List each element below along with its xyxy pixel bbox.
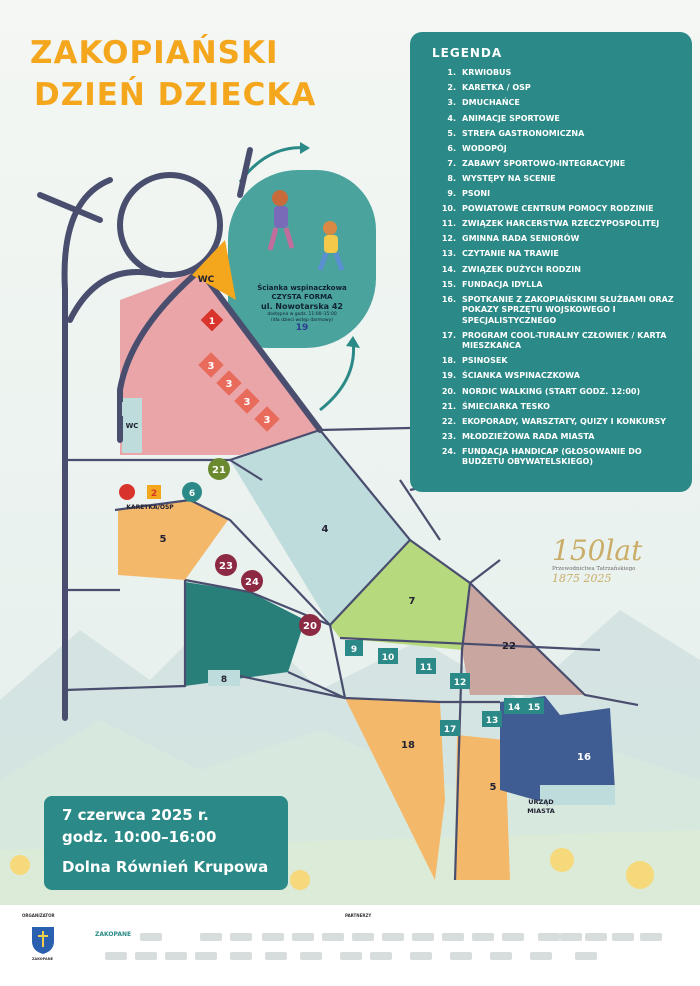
legend-item-number: 16. — [441, 294, 456, 304]
label-24: 24 — [245, 577, 259, 588]
partner-logo — [575, 952, 597, 960]
partner-logo — [230, 933, 252, 941]
partner-logo — [585, 933, 607, 941]
legend-item — [410, 262, 682, 277]
legend-item — [410, 277, 682, 292]
legend-item — [410, 354, 682, 369]
partner-logo — [265, 952, 287, 960]
legend-item — [410, 217, 682, 232]
label-5a: 5 — [159, 534, 167, 545]
legend-item-number: 12. — [441, 234, 456, 244]
legend-item-text: EKOPORADY, WARSZTATY, QUIZY I KONKURSY — [462, 416, 667, 426]
legend-item-text: KARETKA / OSP — [462, 83, 531, 93]
partner-logo — [140, 933, 162, 941]
label-3c: 3 — [243, 397, 251, 408]
legend-item — [410, 414, 682, 429]
legend-item-number: 8. — [447, 173, 456, 183]
title-line-2: DZIEŃ DZIECKA — [34, 77, 317, 113]
legend-item — [410, 430, 682, 445]
legend-item-text: PROGRAM COOL-TURALNY CZŁOWIEK / KARTA MIESZKAŃCA — [462, 330, 667, 351]
legend-item-number: 10. — [441, 204, 456, 214]
event-info-box — [44, 796, 288, 890]
label-21: 21 — [212, 465, 226, 476]
zone-18-area — [345, 698, 445, 880]
partner-logo — [292, 933, 314, 941]
partner-logo — [340, 952, 362, 960]
climbing-line-2: CZYSTA FORMA — [271, 293, 333, 301]
legend-item — [410, 445, 682, 471]
partner-logo — [538, 933, 560, 941]
label-16: 16 — [577, 752, 591, 763]
label-20: 20 — [303, 621, 317, 632]
legend-item-text: PSINOSEK — [462, 356, 508, 366]
legend-item — [410, 247, 682, 262]
legend-item-number: 23. — [441, 431, 456, 441]
event-date: 7 czerwca 2025 r. — [62, 806, 209, 824]
partner-logo — [442, 933, 464, 941]
label-9: 9 — [350, 645, 358, 655]
partner-logo — [200, 933, 222, 941]
label-10: 10 — [381, 653, 395, 663]
legend-item-text: ŚMIECIARKA TESKO — [462, 401, 550, 411]
wc-label-1: WC — [197, 275, 215, 285]
partner-logo — [135, 952, 157, 960]
legend-item-number: 24. — [441, 446, 456, 456]
anniversary-logo — [552, 536, 642, 585]
legend-item — [410, 172, 682, 187]
legend-item-text: WODOPÓJ — [462, 143, 507, 153]
anniversary-years: 1875 2025 — [552, 572, 612, 585]
label-17: 17 — [443, 725, 457, 735]
title-line-1: ZAKOPIAŃSKI — [30, 35, 279, 71]
partner-logo — [530, 952, 552, 960]
legend-item-number: 1. — [447, 68, 456, 78]
partner-logo — [472, 933, 494, 941]
climbing-line-5: (dla dzieci wstęp darmowy) — [271, 318, 333, 323]
label-18: 18 — [401, 740, 415, 751]
legend-list — [410, 66, 692, 470]
label-4: 4 — [321, 524, 329, 535]
legend-item-text: SPOTKANIE Z ZAKOPIAŃSKIMI SŁUŻBAMI ORAZ POKAZY SPRZĘTU WOJSKOWEGO I SPECJALISTYCZNEGO — [462, 294, 674, 325]
partner-logo — [502, 933, 524, 941]
partner-logo — [300, 952, 322, 960]
label-3d: 3 — [263, 415, 271, 426]
legend-item — [410, 232, 682, 247]
legend-item-number: 22. — [441, 416, 456, 426]
partners-label: PARTNERZY — [345, 913, 372, 918]
legend-item-text: ŚCIANKA WSPINACZKOWA — [462, 371, 580, 381]
anniversary-sub: Przewodnictwa Tatrzańskiego — [552, 566, 636, 572]
legend-item-text: CZYTANIE NA TRAWIE — [462, 249, 559, 259]
legend-item-number: 9. — [447, 189, 456, 199]
event-place: Dolna Równień Krupowa — [62, 858, 269, 876]
partner-logo — [490, 952, 512, 960]
climbing-line-1: Ścianka wspinaczkowa — [257, 284, 347, 292]
legend-item-text: PSONI — [462, 189, 491, 199]
legend-item-text: ANIMACJE SPORTOWE — [462, 113, 560, 123]
first-aid-icon — [119, 484, 135, 500]
wc-label-2: WC — [125, 422, 139, 430]
label-22: 22 — [502, 641, 516, 652]
legend-item — [410, 202, 682, 217]
event-hours: godz. 10:00–16:00 — [62, 828, 217, 846]
wc-marker — [122, 402, 142, 416]
label-8: 8 — [220, 675, 228, 685]
legend-item-number: 20. — [441, 386, 456, 396]
label-15: 15 — [527, 703, 541, 713]
label-1: 1 — [208, 317, 216, 327]
label-14: 14 — [507, 703, 521, 713]
climbing-line-3: ul. Nowotarska 42 — [261, 302, 343, 311]
partner-logo — [640, 933, 662, 941]
partner-logo — [612, 933, 634, 941]
zone-8-area — [185, 582, 305, 686]
partner-logo — [105, 952, 127, 960]
legend-item — [410, 81, 682, 96]
legend-item-number: 19. — [441, 371, 456, 381]
legend-item-number: 4. — [447, 113, 456, 123]
label-12: 12 — [453, 678, 467, 688]
legend-item-text: GMINNA RADA SENIORÓW — [462, 234, 580, 244]
legend-item-text: KRWIOBUS — [462, 68, 512, 78]
legend-item-text: STREFA GASTRONOMICZNA — [462, 128, 585, 138]
city-label: ZAKOPANE — [32, 957, 54, 961]
partner-logo — [560, 933, 582, 941]
legend-item — [410, 187, 682, 202]
label-urzad-1: URZĄD — [528, 798, 554, 806]
legend-item-number: 21. — [441, 401, 456, 411]
legend-item — [410, 126, 682, 141]
legend-item-text: FUNDACJA HANDICAP (GŁOSOWANIE DO BUDŻETU OBYWATELSKIEGO) — [462, 446, 642, 467]
legend-item-number: 17. — [441, 330, 456, 340]
partner-logo — [262, 933, 284, 941]
legend-item-text: WYSTĘPY NA SCENIE — [462, 173, 556, 183]
sponsor-footer — [0, 905, 700, 986]
label-13: 13 — [485, 716, 499, 726]
label-urzad-2: MIASTA — [527, 807, 555, 815]
legend-item — [410, 369, 682, 384]
zakopane-coat-of-arms-icon — [30, 925, 56, 955]
climbing-line-4: dostępna w godz. 11:00–15:00 — [267, 312, 337, 317]
legend-item — [410, 292, 682, 328]
partner-logo — [382, 933, 404, 941]
legend-item-text: MŁODZIEŻOWA RADA MIASTA — [462, 431, 595, 441]
legend-item — [410, 111, 682, 126]
legend-item — [410, 66, 682, 81]
legend-heading: LEGENDA — [432, 46, 503, 60]
label-2: 2 — [150, 489, 158, 499]
legend-item — [410, 384, 682, 399]
label-3b: 3 — [225, 379, 233, 390]
label-3a: 3 — [207, 361, 215, 372]
legend-item-text: ZABAWY SPORTOWO-INTEGRACYJNE — [462, 158, 626, 168]
anniversary-big: 150lat — [552, 534, 643, 567]
legend-item — [410, 96, 682, 111]
legend-item-text: ZWIĄZEK DUŻYCH RODZIN — [462, 264, 581, 274]
legend-item — [410, 329, 682, 355]
legend-item-text: POWIATOWE CENTRUM POMOCY RODZINIE — [462, 204, 654, 214]
label-23: 23 — [219, 561, 233, 572]
legend-item-text: ZWIĄZEK HARCERSTWA RZECZYPOSPOLITEJ — [462, 219, 660, 229]
partner-logo — [165, 952, 187, 960]
partner-logo — [370, 952, 392, 960]
zone-5-area — [118, 500, 228, 580]
brand-label: ZAKOPANE — [95, 931, 132, 938]
legend-item-number: 5. — [447, 128, 456, 138]
partner-logo — [230, 952, 252, 960]
label-5b: 5 — [489, 782, 497, 793]
legend-item-number: 13. — [441, 249, 456, 259]
legend-item-text: DMUCHAŃCE — [462, 98, 520, 108]
label-7: 7 — [408, 596, 416, 607]
partner-logo — [352, 933, 374, 941]
label-11: 11 — [419, 663, 433, 673]
legend-item — [410, 141, 682, 156]
legend-item-number: 3. — [447, 98, 456, 108]
legend-item-number: 2. — [447, 83, 456, 93]
partner-logo — [450, 952, 472, 960]
partner-logo — [195, 952, 217, 960]
climbing-number: 19 — [295, 323, 309, 333]
legend-item — [410, 157, 682, 172]
legend-item-number: 15. — [441, 279, 456, 289]
legend-item-text: NORDIC WALKING (START GODZ. 12:00) — [462, 386, 641, 396]
partner-logo — [412, 933, 434, 941]
partner-logo — [410, 952, 432, 960]
legend-item-number: 7. — [447, 158, 456, 168]
label-karetka: KARETKA/OSP — [126, 504, 174, 511]
legend-item — [410, 399, 682, 414]
legend-panel — [410, 32, 692, 492]
legend-item-number: 6. — [447, 143, 456, 153]
legend-item-text: FUNDACJA IDYLLA — [462, 279, 543, 289]
organizer-label: ORGANIZATOR — [22, 913, 55, 918]
legend-item-number: 14. — [441, 264, 456, 274]
partner-logo — [322, 933, 344, 941]
legend-item-number: 11. — [441, 219, 456, 229]
legend-item-number: 18. — [441, 356, 456, 366]
label-6: 6 — [188, 489, 196, 499]
